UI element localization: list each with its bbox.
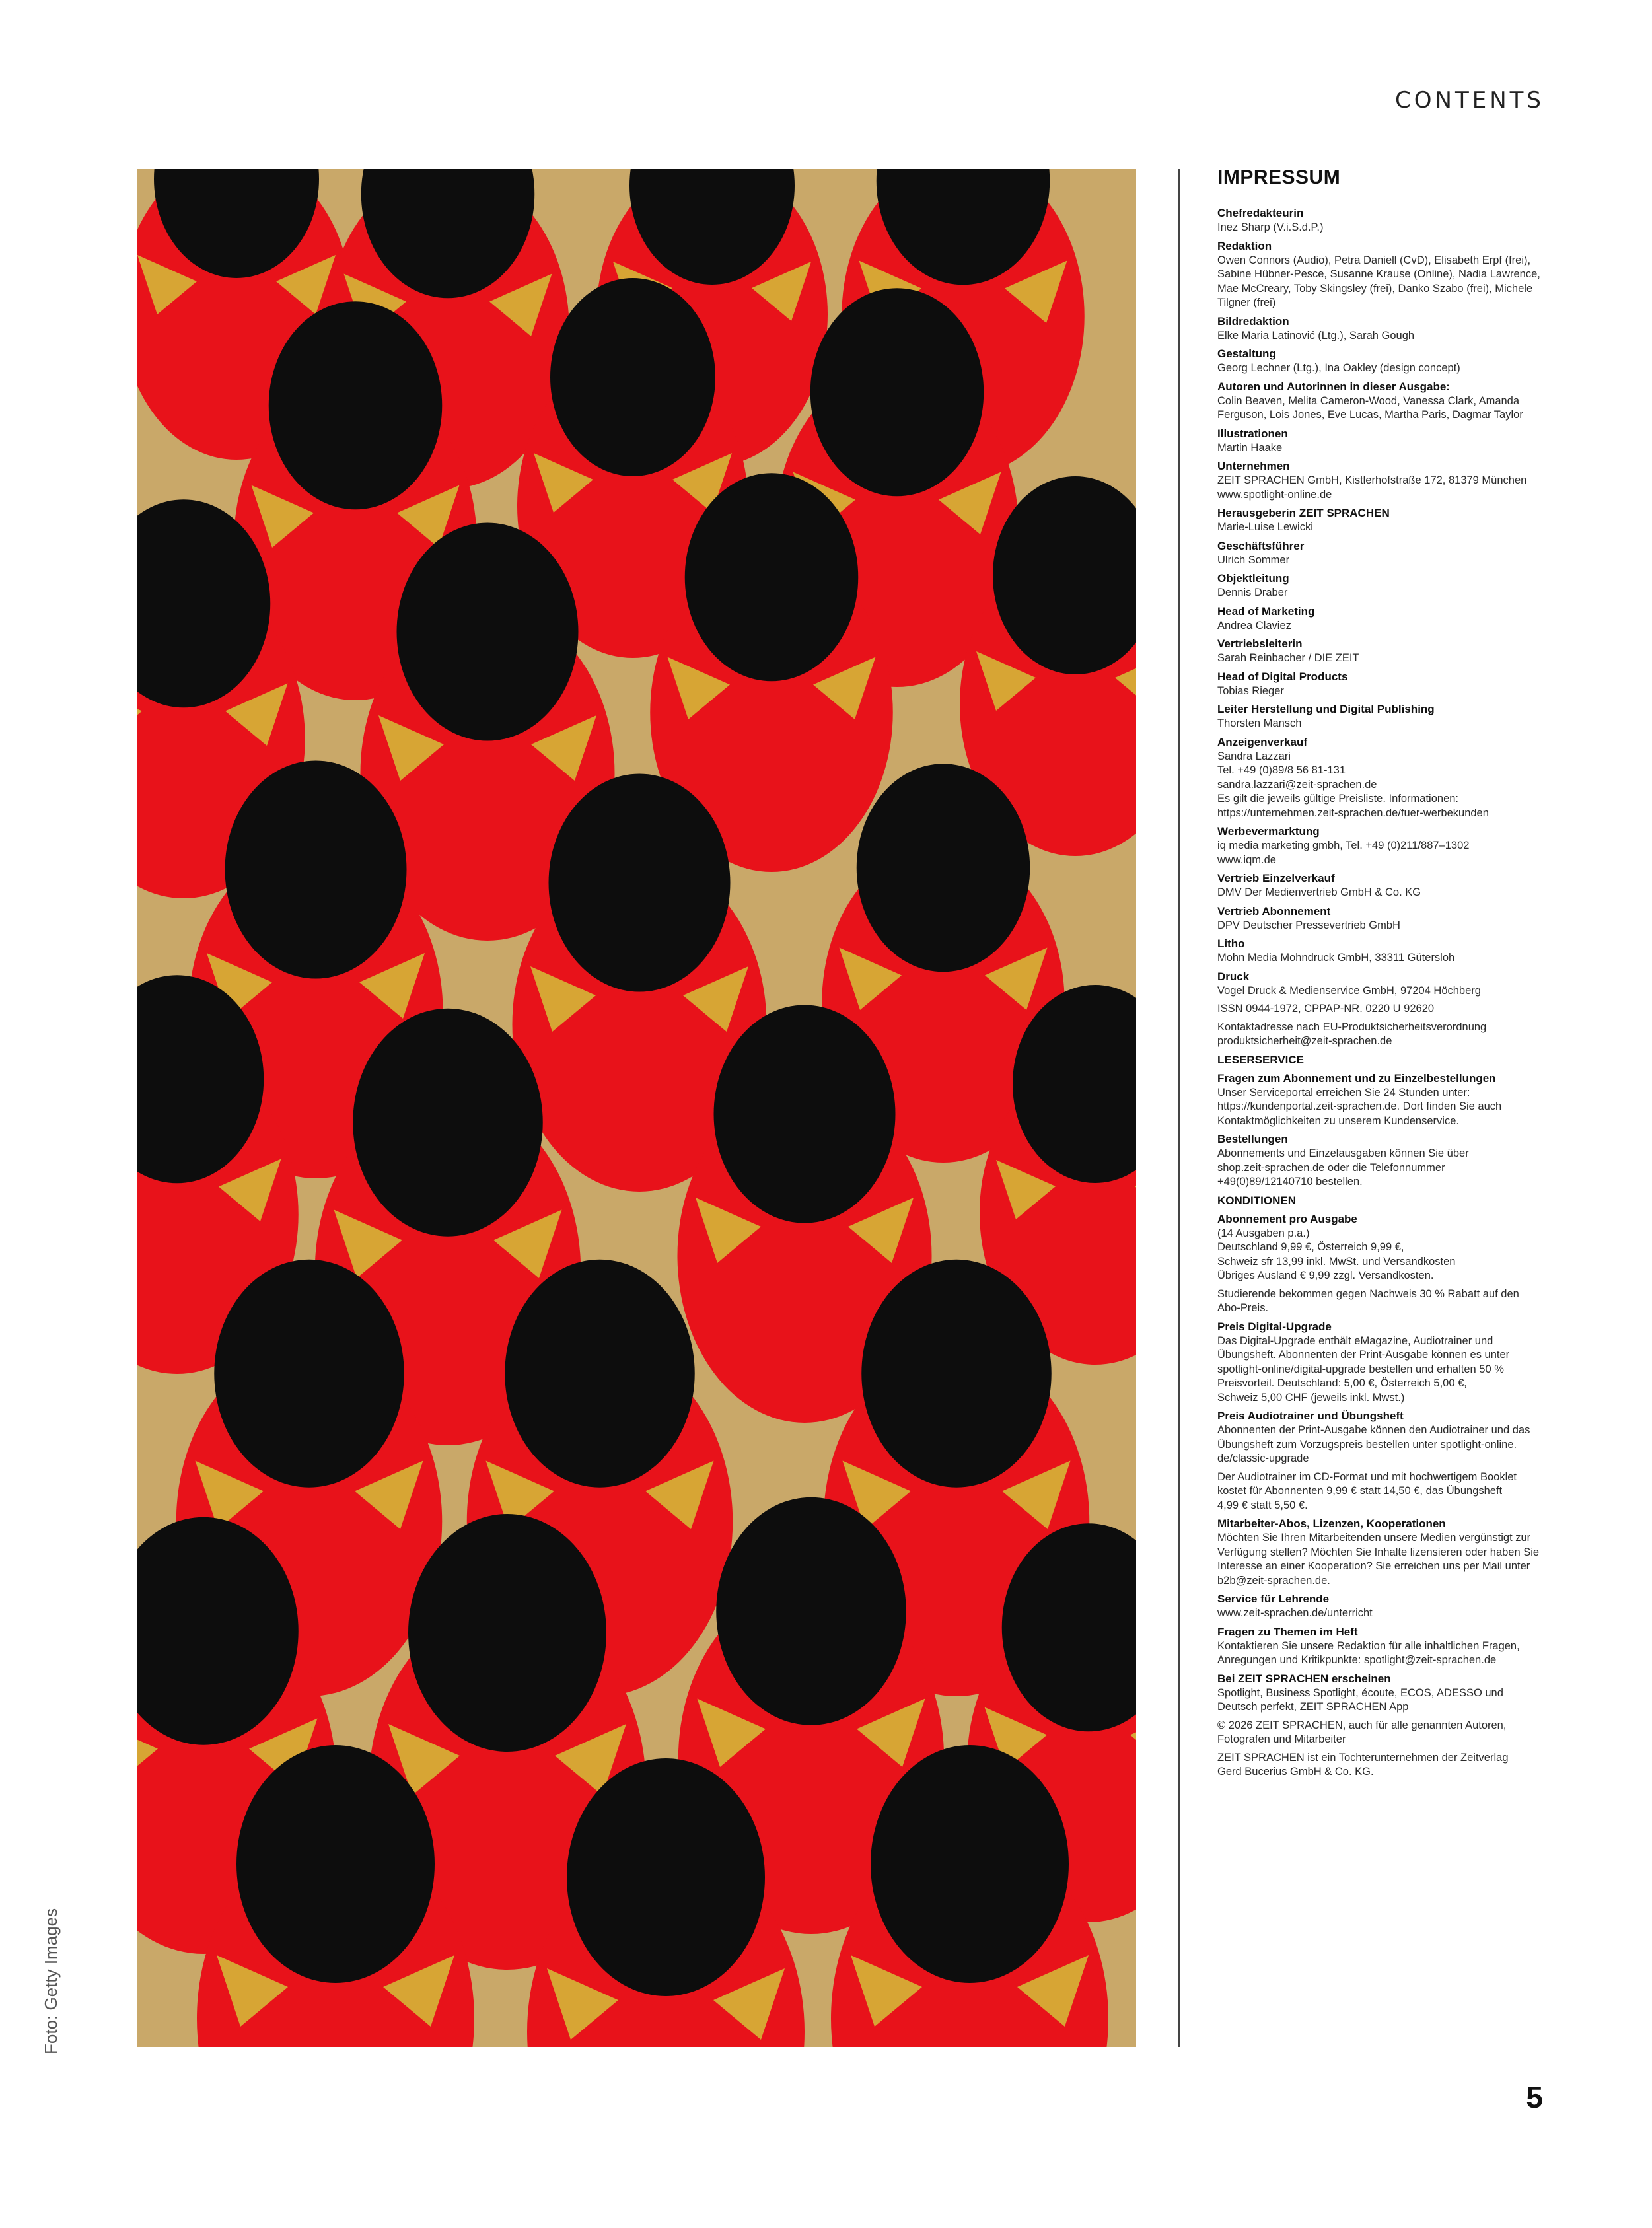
- impressum-entry: [1217, 539, 1541, 568]
- impressum-entry-line: Übungsheft zum Vorzugspreis bestellen unter spotlight-online.: [1217, 1438, 1517, 1451]
- impressum-entry-heading: Bildredaktion: [1217, 314, 1289, 328]
- impressum-entry-line: Übriges Ausland € 9,99 zzgl. Versandkosten.: [1217, 1270, 1434, 1281]
- impressum-entry-heading: Illustrationen: [1217, 427, 1288, 440]
- impressum-entry-line: Owen Connors (Audio), Petra Daniell (CvD), Elisabeth Erpf (frei),: [1217, 254, 1531, 266]
- impressum-entry: [1217, 702, 1541, 731]
- impressum-entry-heading: Litho: [1217, 937, 1245, 950]
- impressum-entry-line: www.zeit-sprachen.de/unterricht: [1217, 1607, 1373, 1619]
- impressum-entry-line: Preisvorteil. Deutschland: 5,00 €, Österreich 5,00 €,: [1217, 1377, 1467, 1389]
- impressum-entry-heading: Vertriebsleiterin: [1217, 637, 1303, 650]
- impressum-entry: [1217, 1409, 1541, 1466]
- impressum-entry: [1217, 670, 1541, 699]
- impressum-entry: [1217, 427, 1541, 456]
- impressum-entry-heading: Vertrieb Einzelverkauf: [1217, 872, 1335, 884]
- impressum-entry-line: DPV Deutscher Pressevertrieb GmbH: [1217, 919, 1400, 931]
- impressum-entry-line: Mae McCreary, Toby Skingsley (frei), Danko Szabo (frei), Michele: [1217, 282, 1533, 295]
- impressum-entry-heading: Head of Digital Products: [1217, 670, 1348, 683]
- impressum-entry-heading: Gestaltung: [1217, 347, 1276, 360]
- impressum-entry-line: Das Digital-Upgrade enthält eMagazine, Audiotrainer und: [1217, 1334, 1493, 1347]
- photo-credit: Foto: Getty Images: [41, 1908, 61, 2054]
- cover-photo: [137, 169, 1136, 2047]
- impressum-entry: [1217, 1751, 1541, 1779]
- impressum-entry-line: Anregungen und Kritikpunkte: spotlight@zeit-sprachen.de: [1217, 1654, 1497, 1666]
- impressum-entry-line: Marie-Luise Lewicki: [1217, 521, 1313, 533]
- impressum-entry-heading: Chefredakteurin: [1217, 207, 1304, 219]
- impressum-entry: [1217, 459, 1541, 502]
- impressum-entry: [1217, 314, 1541, 343]
- impressum-entry: [1217, 1002, 1541, 1017]
- impressum-entry-heading: Bei ZEIT SPRACHEN erscheinen: [1217, 1672, 1391, 1685]
- impressum-entry-line: Tilgner (frei): [1217, 297, 1276, 308]
- impressum-entry-line: 4,99 € statt 5,50 €.: [1217, 1499, 1308, 1511]
- impressum-entry-line: Interesse an einer Kooperation? Sie erreichen uns per Mail unter: [1217, 1560, 1530, 1572]
- impressum-entry-heading: Werbevermarktung: [1217, 825, 1320, 838]
- impressum-entry-heading: Unternehmen: [1217, 460, 1290, 472]
- impressum-entry: [1217, 904, 1541, 933]
- impressum-entry-heading: LESERSERVICE: [1217, 1053, 1305, 1066]
- impressum-entry: [1217, 1053, 1541, 1067]
- impressum-entry-line: Verfügung stellen? Möchten Sie Inhalte lizensieren oder haben Sie: [1217, 1546, 1540, 1558]
- impressum-entry-heading: Fragen zu Themen im Heft: [1217, 1625, 1358, 1638]
- impressum-entry: [1217, 1625, 1541, 1668]
- impressum-entry-heading: Preis Audiotrainer und Übungsheft: [1217, 1410, 1404, 1422]
- impressum-entry-heading: Preis Digital-Upgrade: [1217, 1320, 1332, 1333]
- impressum-entry: [1217, 239, 1541, 310]
- impressum-entry-line: Elke Maria Latinović (Ltg.), Sarah Gough: [1217, 329, 1415, 341]
- impressum-entry-line: Tel. +49 (0)89/8 56 81-131: [1217, 764, 1346, 776]
- impressum-entry: [1217, 1287, 1541, 1316]
- impressum-entry-line: +49(0)89/12140710 bestellen.: [1217, 1176, 1363, 1188]
- impressum-entry-line: Dennis Draber: [1217, 587, 1288, 598]
- impressum-entry-heading: Vertrieb Abonnement: [1217, 904, 1331, 917]
- impressum-entry: [1217, 1021, 1541, 1049]
- impressum-entry: [1217, 1194, 1541, 1208]
- impressum-entry: [1217, 1132, 1541, 1190]
- impressum-entry-line: Sarah Reinbacher / DIE ZEIT: [1217, 652, 1359, 664]
- column-divider: [1178, 169, 1180, 2047]
- impressum-entry: [1217, 1212, 1541, 1283]
- impressum-entry-line: Der Audiotrainer im CD-Format und mit hochwertigem Booklet: [1217, 1470, 1517, 1483]
- impressum-entry-line: Vogel Druck & Medienservice GmbH, 97204 Höchberg: [1217, 984, 1481, 997]
- impressum-entry-heading: Druck: [1217, 970, 1250, 983]
- impressum: [1217, 166, 1541, 1783]
- impressum-entry-line: Tobias Rieger: [1217, 684, 1284, 697]
- impressum-entry-line: www.spotlight-online.de: [1217, 488, 1332, 501]
- impressum-entry-line: Kontaktmöglichkeiten zu unserem Kundenservice.: [1217, 1114, 1459, 1127]
- impressum-entry-line: Kontaktadresse nach EU-Produktsicherheitsverordnung: [1217, 1021, 1487, 1033]
- impressum-entry: [1217, 1672, 1541, 1715]
- impressum-entry-line: Inez Sharp (V.i.S.d.P.): [1217, 221, 1324, 233]
- impressum-entry-heading: Leiter Herstellung und Digital Publishing: [1217, 703, 1435, 715]
- impressum-entry-line: Martin Haake: [1217, 441, 1283, 454]
- impressum-entry-heading: Head of Marketing: [1217, 604, 1315, 618]
- impressum-entry-line: Ulrich Sommer: [1217, 554, 1290, 566]
- impressum-entry-line: Spotlight, Business Spotlight, écoute, ECOS, ADESSO und: [1217, 1686, 1503, 1699]
- impressum-entry-line: Möchten Sie Ihren Mitarbeitenden unsere Medien vergünstigt zur: [1217, 1532, 1531, 1544]
- impressum-entry: [1217, 347, 1541, 376]
- impressum-entry-heading: Mitarbeiter-Abos, Lizenzen, Kooperationen: [1217, 1517, 1446, 1530]
- impressum-entry-line: Studierende bekommen gegen Nachweis 30 % Rabatt auf den: [1217, 1287, 1519, 1300]
- impressum-entry-line: produktsicherheit@zeit-sprachen.de: [1217, 1035, 1392, 1047]
- impressum-entry-line: https://kundenportal.zeit-sprachen.de. Dort finden Sie auch: [1217, 1100, 1502, 1112]
- section-label: CONTENTS: [1395, 87, 1544, 114]
- impressum-entry: [1217, 1517, 1541, 1588]
- impressum-entry: [1217, 604, 1541, 633]
- impressum-entry: [1217, 871, 1541, 900]
- impressum-entry-heading: Abonnement pro Ausgabe: [1217, 1212, 1357, 1225]
- impressum-entry-heading: Bestellungen: [1217, 1133, 1288, 1145]
- impressum-entry: [1217, 1592, 1541, 1621]
- impressum-entry: [1217, 506, 1541, 535]
- impressum-entry: [1217, 1071, 1541, 1129]
- impressum-entry-line: spotlight-online/digital-upgrade bestellen und erhalten 50 %: [1217, 1363, 1504, 1375]
- impressum-entry: [1217, 206, 1541, 235]
- page-number: 5: [1526, 2080, 1543, 2114]
- impressum-entry: [1217, 937, 1541, 966]
- impressum-entry-heading: Geschäftsführer: [1217, 539, 1305, 552]
- impressum-entry-line: Unser Serviceportal erreichen Sie 24 Stunden unter:: [1217, 1086, 1470, 1098]
- impressum-entry-line: Deutsch perfekt, ZEIT SPRACHEN App: [1217, 1701, 1409, 1713]
- impressum-entry: [1217, 824, 1541, 867]
- impressum-entry: [1217, 1470, 1541, 1513]
- impressum-entry: [1217, 380, 1541, 423]
- impressum-entry-line: b2b@zeit-sprachen.de.: [1217, 1574, 1330, 1587]
- impressum-entry-line: https://unternehmen.zeit-sprachen.de/fuer-werbekunden: [1217, 807, 1489, 819]
- impressum-entry-line: Fotografen und Mitarbeiter: [1217, 1733, 1346, 1745]
- impressum-entry-heading: Herausgeberin ZEIT SPRACHEN: [1217, 507, 1390, 519]
- impressum-entry-line: Es gilt die jeweils gültige Preisliste. Informationen:: [1217, 793, 1459, 805]
- impressum-entry-line: © 2026 ZEIT SPRACHEN, auch für alle genannten Autoren,: [1217, 1719, 1507, 1731]
- impressum-entry-line: Sandra Lazzari: [1217, 750, 1291, 762]
- impressum-entry-line: kostet für Abonnenten 9,99 € statt 14,50 €, das Übungsheft: [1217, 1485, 1503, 1497]
- impressum-entry-line: sandra.lazzari@zeit-sprachen.de: [1217, 778, 1377, 791]
- impressum-entry-line: Sabine Hübner-Pesce, Susanne Krause (Online), Nadia Lawrence,: [1217, 268, 1540, 280]
- impressum-entry-line: Ferguson, Lois Jones, Eve Lucas, Martha Paris, Dagmar Taylor: [1217, 409, 1523, 421]
- impressum-entry-line: Georg Lechner (Ltg.), Ina Oakley (design concept): [1217, 362, 1460, 374]
- impressum-entry-line: ZEIT SPRACHEN ist ein Tochterunternehmen der Zeitverlag: [1217, 1751, 1509, 1764]
- impressum-entry-line: ZEIT SPRACHEN GmbH, Kistlerhofstraße 172, 81379 München: [1217, 474, 1527, 486]
- impressum-entry-heading: Fragen zum Abonnement und zu Einzelbestellungen: [1217, 1071, 1496, 1085]
- impressum-entry-line: Abo-Preis.: [1217, 1302, 1269, 1314]
- impressum-entry-heading: Autoren und Autorinnen in dieser Ausgabe:: [1217, 380, 1450, 393]
- impressum-entry-line: Schweiz sfr 13,99 inkl. MwSt. und Versandkosten: [1217, 1255, 1456, 1268]
- impressum-entry-heading: Service für Lehrende: [1217, 1593, 1330, 1605]
- impressum-entry-line: de/classic-upgrade: [1217, 1453, 1309, 1464]
- impressum-entry: [1217, 970, 1541, 999]
- impressum-entry-line: Colin Beaven, Melita Cameron-Wood, Vanessa Clark, Amanda: [1217, 394, 1520, 407]
- impressum-entry-heading: Objektleitung: [1217, 572, 1289, 585]
- impressum-entry-line: (14 Ausgaben p.a.): [1217, 1227, 1310, 1239]
- impressum-entry-line: Schweiz 5,00 CHF (jeweils inkl. Mwst.): [1217, 1391, 1405, 1404]
- impressum-entry-line: Gerd Bucerius GmbH & Co. KG.: [1217, 1766, 1374, 1778]
- impressum-entry-line: Abonnenten der Print-Ausgabe können den Audiotrainer und das: [1217, 1424, 1530, 1436]
- impressum-entry-line: Mohn Media Mohndruck GmbH, 33311 Gütersloh: [1217, 952, 1455, 964]
- impressum-entry-line: www.iqm.de: [1217, 853, 1276, 866]
- impressum-entry-line: iq media marketing gmbh, Tel. +49 (0)211/887–1302: [1217, 840, 1470, 851]
- impressum-entry: [1217, 735, 1541, 821]
- impressum-entry-line: Kontaktieren Sie unsere Redaktion für alle inhaltlichen Fragen,: [1217, 1639, 1520, 1652]
- impressum-entry-line: Deutschland 9,99 €, Österreich 9,99 €,: [1217, 1241, 1404, 1253]
- impressum-entry-heading: KONDITIONEN: [1217, 1194, 1296, 1207]
- impressum-entry-line: Thorsten Mansch: [1217, 717, 1302, 729]
- impressum-title: IMPRESSUM: [1217, 166, 1341, 188]
- impressum-entry: [1217, 637, 1541, 666]
- impressum-entry-line: DMV Der Medienvertrieb GmbH & Co. KG: [1217, 886, 1421, 898]
- impressum-entries: [1217, 206, 1541, 1779]
- guards-band-illustration: [137, 169, 1136, 2047]
- impressum-entry-line: ISSN 0944-1972, CPPAP-NR. 0220 U 92620: [1217, 1003, 1435, 1015]
- impressum-entry-heading: Anzeigenverkauf: [1217, 735, 1308, 748]
- impressum-entry: [1217, 1320, 1541, 1406]
- impressum-entry-line: Andrea Claviez: [1217, 619, 1291, 631]
- impressum-entry-line: Übungsheft. Abonnenten der Print-Ausgabe können es unter: [1217, 1349, 1510, 1361]
- impressum-entry: [1217, 571, 1541, 600]
- impressum-entry-heading: Redaktion: [1217, 239, 1272, 252]
- impressum-entry-line: shop.zeit-sprachen.de oder die Telefonnummer: [1217, 1161, 1445, 1174]
- impressum-entry-line: Abonnements und Einzelausgaben können Sie über: [1217, 1147, 1469, 1159]
- impressum-entry: [1217, 1719, 1541, 1747]
